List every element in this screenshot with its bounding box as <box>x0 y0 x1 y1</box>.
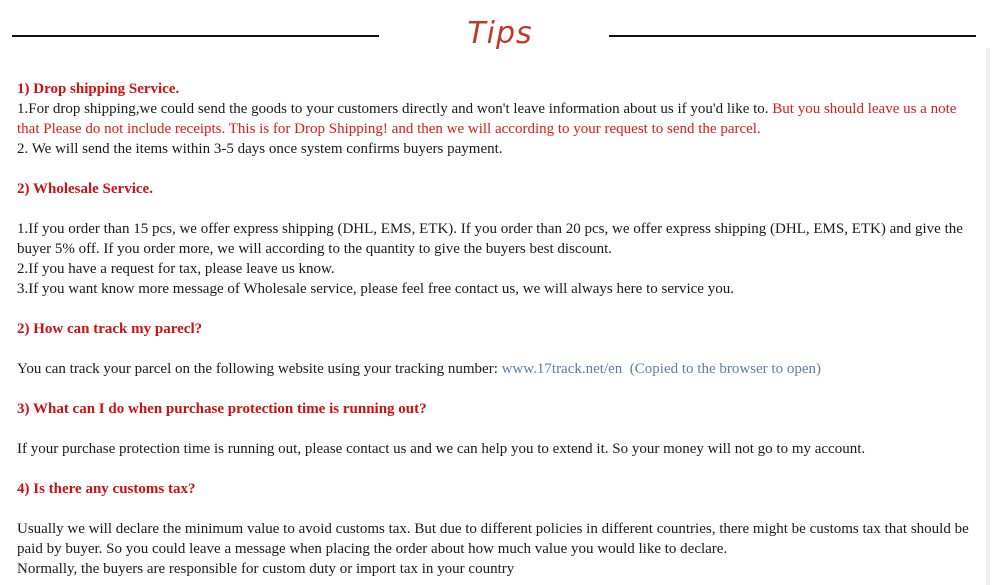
section-heading: 3) What can I do when purchase protection time is running out? <box>17 401 427 417</box>
section-tracking <box>17 319 977 379</box>
tips-header <box>0 0 992 70</box>
paragraph: 2. We will send the items within 3-5 days once system confirms buyers payment. <box>17 141 503 157</box>
link-note: (Copied to the browser to open) <box>622 361 821 377</box>
paragraph: Usually we will declare the minimum value to avoid customs tax. But due to different policies in different countries, there might be customs tax that should be paid by buyer. So you could leave a message when placing the order about how much value you would like to declare. <box>17 521 969 557</box>
section-customs <box>17 479 977 579</box>
page-title: Tips <box>467 16 533 51</box>
section-protection <box>17 399 977 459</box>
section-wholesale <box>17 179 977 299</box>
paragraph <box>17 359 977 379</box>
highlight-text: But you should leave us a note that Please do not include receipts. This is for Drop Shipping! and then we will according to your request to send the parcel. <box>17 101 957 137</box>
paragraph: 1.If you order than 15 pcs, we offer express shipping (DHL, EMS, ETK). If you order than 20 pcs, we offer express shipping (DHL, EMS, ETK) and give the buyer 5% off. If you order more, we will according to the quantity to give the buyers best discount. <box>17 221 963 257</box>
section-heading: 4) Is there any customs tax? <box>17 481 196 497</box>
section-drop-shipping <box>17 79 977 159</box>
paragraph: 2.If you have a request for tax, please leave us know. <box>17 261 335 277</box>
text: 1.For drop shipping,we could send the goods to your customers directly and won't leave information about us if you'd like to. <box>17 101 773 117</box>
paragraph: Normally, the buyers are responsible for custom duty or import tax in your country <box>17 561 515 577</box>
paragraph <box>17 99 977 139</box>
section-heading: 2) Wholesale Service. <box>17 181 153 197</box>
section-heading: 1) Drop shipping Service. <box>17 81 180 97</box>
scroll-edge <box>986 48 990 585</box>
section-heading: 2) How can track my parecl? <box>17 321 203 337</box>
tracking-link[interactable]: www.17track.net/en <box>501 361 623 377</box>
header-right-rule <box>609 35 976 37</box>
tips-content <box>17 79 977 579</box>
paragraph: 3.If you want know more message of Wholesale service, please feel free contact us, we will always here to service you. <box>17 281 734 297</box>
text: You can track your parcel on the following website using your tracking number: <box>17 361 502 377</box>
header-left-rule <box>12 35 379 37</box>
paragraph: If your purchase protection time is running out, please contact us and we can help you to extend it. So your money will not go to my account. <box>17 441 866 457</box>
